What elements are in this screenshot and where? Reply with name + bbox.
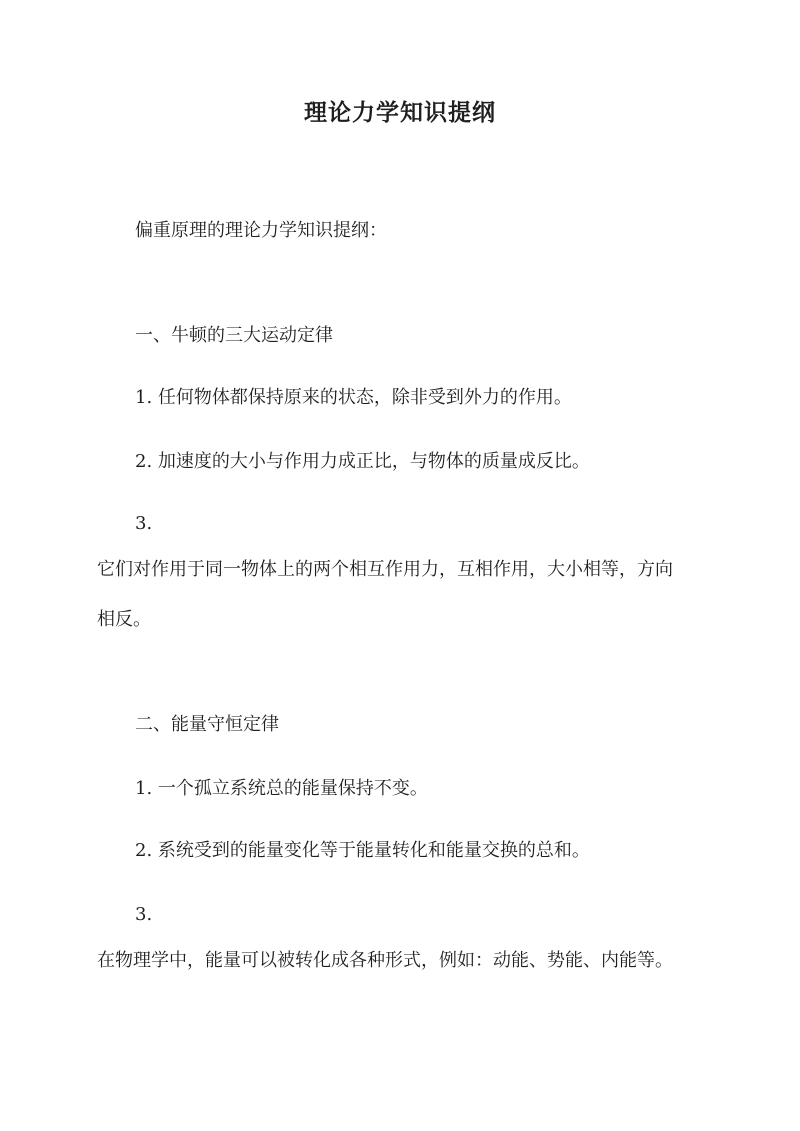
continuation-text: 在物理学中，能量可以被转化成各种形式，例如：动能、势能、内能等。 xyxy=(97,950,673,971)
continuation-text: 它们对作用于同一物体上的两个相互作用力，互相作用，大小相等，方向 xyxy=(97,559,673,580)
section-heading-energy: 二、能量守恒定律 xyxy=(135,714,279,735)
list-item: 1. 一个孤立系统总的能量保持不变。 xyxy=(135,778,428,799)
list-item: 2. 加速度的大小与作用力成正比，与物体的质量成反比。 xyxy=(135,451,590,472)
list-item: 3. xyxy=(135,904,153,925)
section-heading-newton: 一、牛顿的三大运动定律 xyxy=(135,325,333,346)
intro-text: 偏重原理的理论力学知识提纲： xyxy=(135,220,387,241)
document-title: 理论力学知识提纲 xyxy=(304,99,496,126)
continuation-text: 相反。 xyxy=(97,609,151,630)
list-item: 1. 任何物体都保持原来的状态，除非受到外力的作用。 xyxy=(135,387,572,408)
list-item: 3. xyxy=(135,513,153,534)
list-item: 2. 系统受到的能量变化等于能量转化和能量交换的总和。 xyxy=(135,840,590,861)
